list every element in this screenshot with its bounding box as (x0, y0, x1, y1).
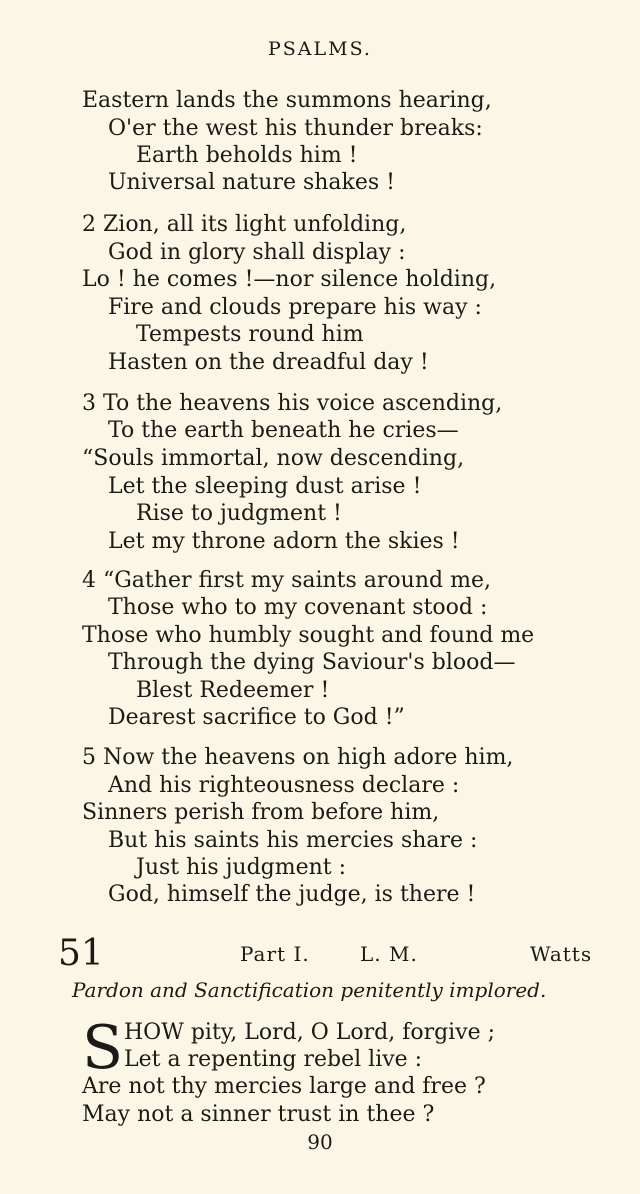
verse-line: Lo ! he comes !—nor silence holding, (82, 267, 497, 292)
hymn-part: Part I. (240, 942, 310, 966)
hymn-line: HOW pity, Lord, O Lord, forgive ; (124, 1020, 496, 1045)
verse-line: Dearest sacrifice to God !” (108, 705, 405, 730)
verse-line: Universal nature shakes ! (108, 170, 396, 195)
verse-line: But his saints his mercies share : (108, 828, 478, 853)
verse-line: Blest Redeemer ! (136, 678, 330, 703)
verse-line: Those who humbly sought and found me (82, 623, 535, 648)
page-number: 90 (307, 1130, 333, 1154)
verse-line: To the earth beneath he cries— (108, 418, 459, 443)
verse-line: Fire and clouds prepare his way : (108, 295, 482, 320)
page-header: PSALMS. (268, 38, 372, 60)
verse-line: 4 “Gather first my saints around me, (82, 568, 491, 593)
verse-line: 3 To the heavens his voice ascending, (82, 391, 503, 416)
drop-cap: S (82, 1013, 124, 1083)
verse-line: 2 Zion, all its light unfolding, (82, 212, 407, 237)
verse-line: Let the sleeping dust arise ! (108, 474, 422, 499)
verse-line: Tempests round him (136, 322, 364, 347)
verse-line: God in glory shall display : (108, 240, 406, 265)
verse-line: Hasten on the dreadful day ! (108, 350, 429, 375)
verse-line: Sinners perish from before him, (82, 800, 440, 825)
verse-line: Eastern lands the summons hearing, (82, 88, 492, 113)
hymn-author: Watts (530, 942, 593, 966)
verse-line: Through the dying Saviour's blood— (108, 650, 516, 675)
hymn-line: Are not thy mercies large and free ? (82, 1074, 486, 1099)
verse-line: Just his judgment : (136, 855, 347, 880)
hymn-line: May not a sinner trust in thee ? (82, 1102, 435, 1127)
hymn-subtitle: Pardon and Sanctification penitently implored. (72, 978, 547, 1002)
verse-line: Let my throne adorn the skies ! (108, 529, 460, 554)
verse-line: And his righteousness declare : (108, 773, 460, 798)
verse-line: Rise to judgment ! (136, 501, 342, 526)
verse-line: Earth beholds him ! (136, 143, 358, 168)
hymn-meter: L. M. (360, 942, 418, 966)
hymn-number: 51 (58, 933, 104, 974)
verse-line: 5 Now the heavens on high adore him, (82, 745, 514, 770)
verse-line: Those who to my covenant stood : (108, 595, 488, 620)
verse-line: “Souls immortal, now descending, (82, 446, 465, 471)
verse-line: God, himself the judge, is there ! (108, 882, 476, 907)
hymn-line: Let a repenting rebel live : (124, 1047, 423, 1072)
verse-line: O'er the west his thunder breaks: (108, 116, 483, 141)
